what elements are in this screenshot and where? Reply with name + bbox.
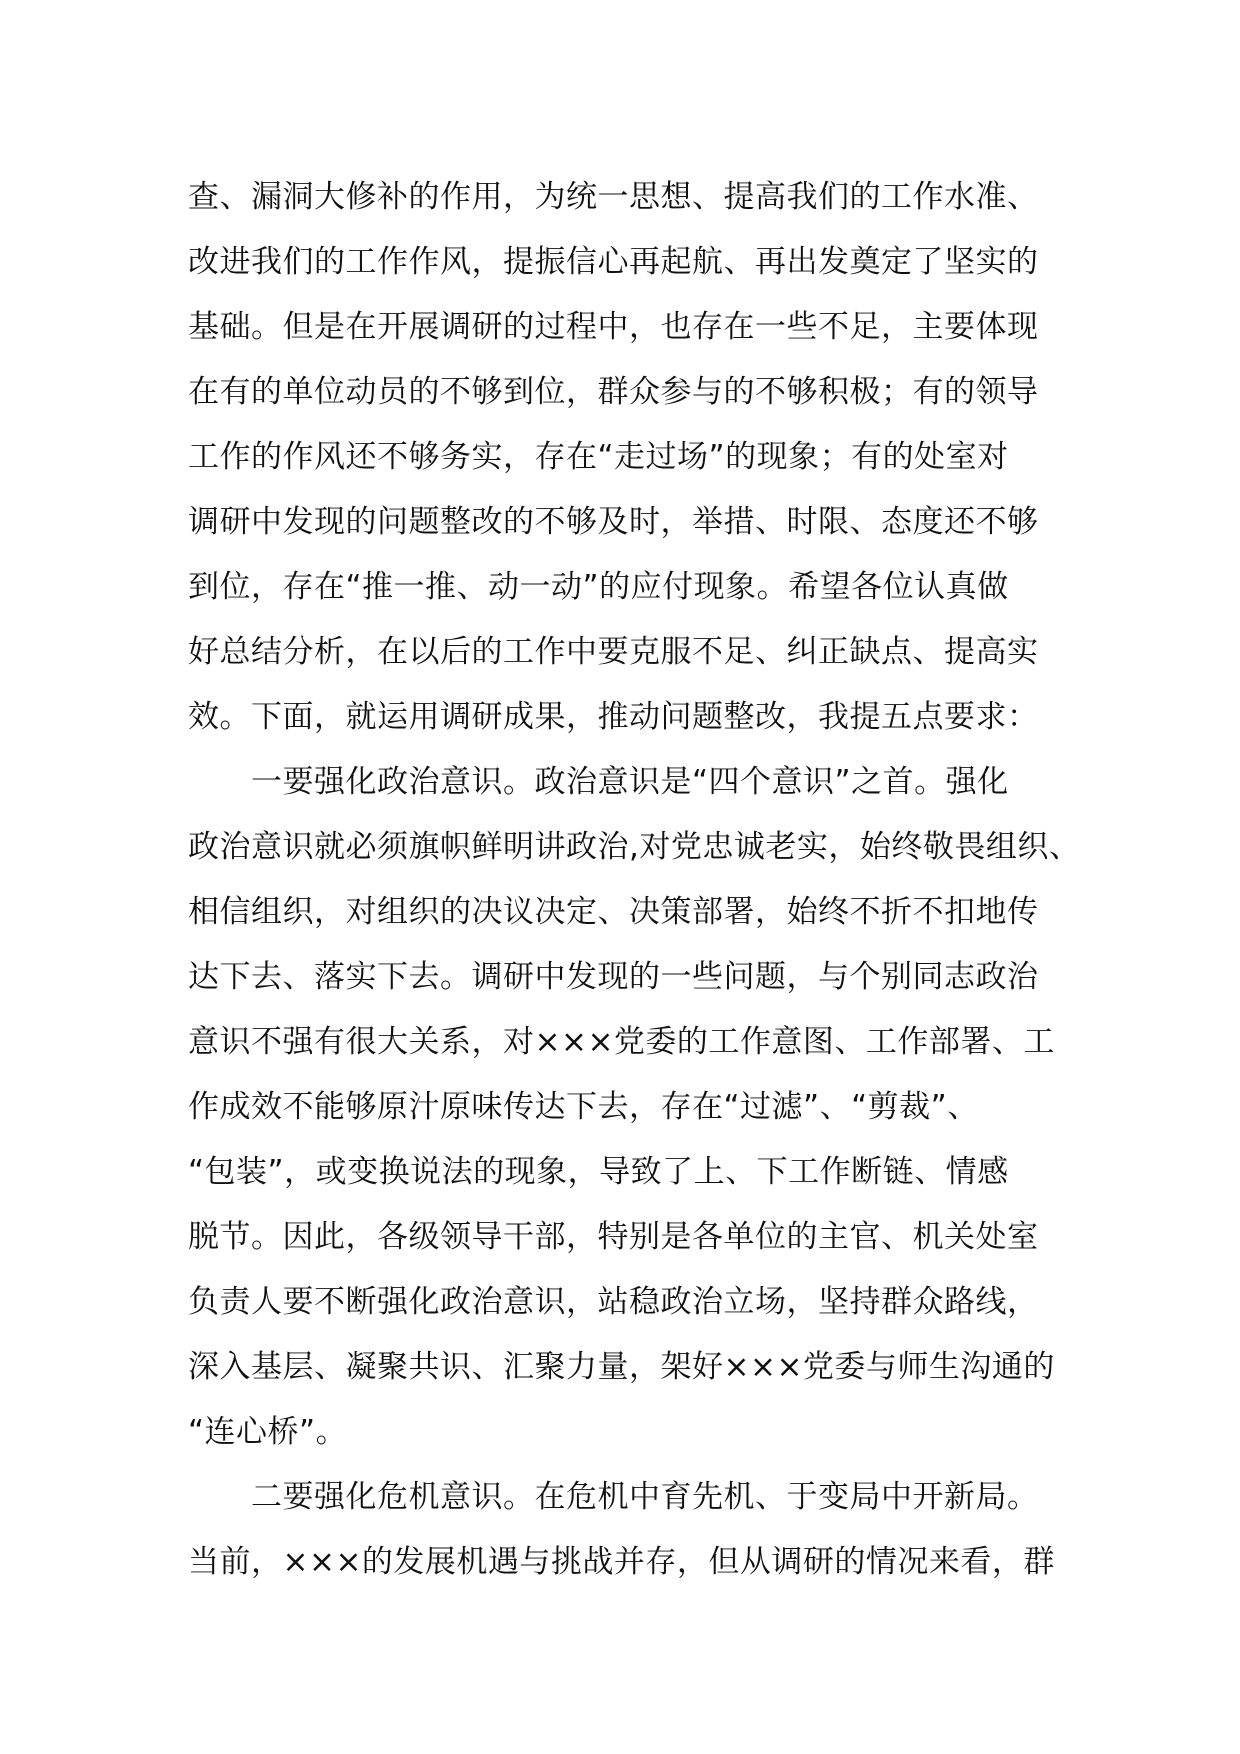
text-line: 查、漏洞大修补的作用，为统一思想、提高我们的工作水准、 [188,179,1039,215]
text-line: 好总结分析，在以后的工作中要克服不足、纠正缺点、提高实 [188,634,1039,670]
text-line: 二要强化危机意识。在危机中育先机、于变局中开新局。 [188,1479,1039,1515]
text-line: “连心桥”。 [188,1414,348,1450]
text-line: 意识不强有很大关系，对×××党委的工作意图、工作部署、工 [188,1024,1055,1060]
text-line: 当前，×××的发展机遇与挑战并存，但从调研的情况来看，群 [188,1544,1055,1580]
text-line: 改进我们的工作作风，提振信心再起航、再出发奠定了坚实的 [188,244,1039,280]
body-text [188,165,1088,1595]
text-line: 作成效不能够原汁原味传达下去，存在“过滤”、“剪裁”、 [188,1089,979,1125]
text-line: 达下去、落实下去。调研中发现的一些问题，与个别同志政治 [188,959,1039,995]
text-line: 一要强化政治意识。政治意识是“四个意识”之首。强化 [188,764,1009,800]
text-line: 工作的作风还不够务实，存在“走过场”的现象；有的处室对 [188,439,1009,475]
text-line: 相信组织，对组织的决议决定、决策部署，始终不折不扣地传 [188,894,1039,930]
text-line: 调研中发现的问题整改的不够及时，举措、时限、态度还不够 [188,504,1039,540]
text-line: “包装”，或变换说法的现象，导致了上、下工作断链、情感 [188,1154,1009,1190]
text-line: 政治意识就必须旗帜鲜明讲政治,对党忠诚老实，始终敬畏组织、 [188,829,1081,865]
text-line: 负责人要不断强化政治意识，站稳政治立场，坚持群众路线， [188,1284,1039,1320]
text-line: 到位，存在“推一推、动一动”的应付现象。希望各位认真做 [188,569,1009,605]
text-line: 在有的单位动员的不够到位，群众参与的不够积极；有的领导 [188,374,1039,410]
text-line: 基础。但是在开展调研的过程中，也存在一些不足，主要体现 [188,309,1039,345]
text-line: 效。下面，就运用调研成果，推动问题整改，我提五点要求： [188,699,1039,735]
text-line: 脱节。因此，各级领导干部，特别是各单位的主官、机关处室 [188,1219,1039,1255]
text-line: 深入基层、凝聚共识、汇聚力量，架好×××党委与师生沟通的 [188,1349,1055,1385]
